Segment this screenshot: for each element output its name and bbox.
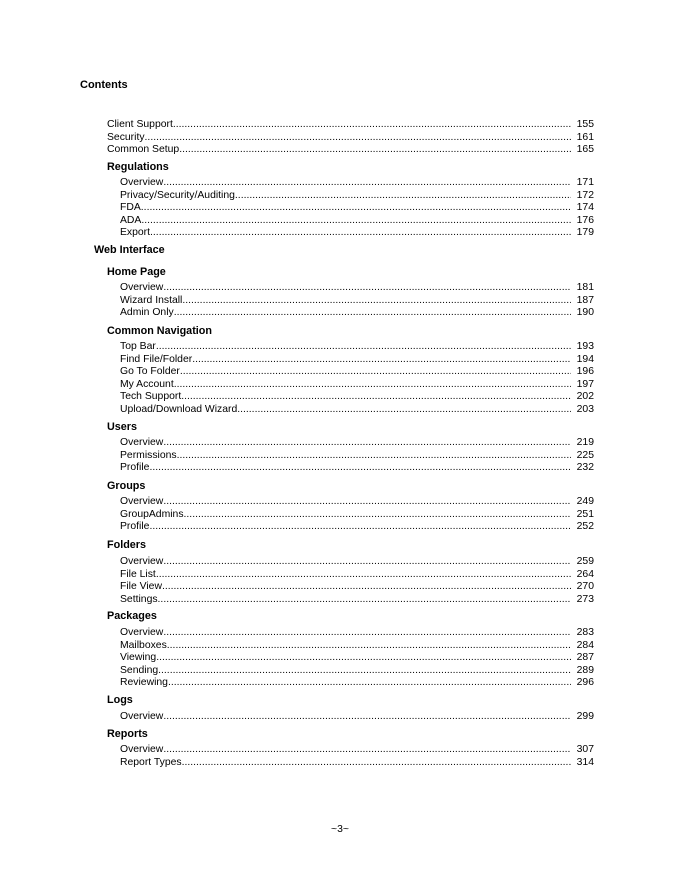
toc-entry[interactable]	[120, 744, 594, 757]
toc-entry[interactable]	[120, 556, 594, 569]
dot-leader	[173, 119, 571, 132]
toc-entry-page-number: 181	[576, 282, 594, 293]
toc-section-heading: Packages	[107, 610, 157, 622]
toc-entry[interactable]	[120, 462, 594, 475]
toc-entry[interactable]	[120, 652, 594, 665]
dot-leader	[163, 744, 570, 757]
toc-entry[interactable]	[120, 282, 594, 295]
toc-entry-page-number: 197	[576, 378, 594, 390]
toc-entry-page-number: 179	[576, 227, 594, 238]
toc-entry-label: Profile	[120, 462, 150, 473]
toc-entry-page-number: 283	[576, 627, 594, 638]
toc-entry-page-number: 165	[576, 144, 594, 155]
toc-entry[interactable]	[120, 177, 594, 190]
toc-entry-label: Report Types	[120, 756, 182, 768]
dot-leader	[163, 711, 570, 724]
dot-leader	[156, 652, 570, 665]
toc-entry-page-number: 203	[576, 403, 594, 415]
toc-entry[interactable]	[120, 366, 594, 379]
toc-entry-page-number: 273	[576, 593, 594, 605]
toc-section-heading: Common Navigation	[107, 325, 212, 337]
toc-entry-label: Client Support	[107, 119, 173, 130]
toc-entry[interactable]	[120, 569, 594, 582]
toc-entry-page-number: 187	[576, 294, 594, 306]
dot-leader	[235, 190, 571, 203]
toc-entry-page-number: 307	[576, 744, 594, 755]
toc-section-heading: Regulations	[107, 161, 169, 173]
toc-entry-label: File List	[120, 568, 156, 580]
toc-entry-page-number: 202	[576, 391, 594, 402]
toc-entry-page-number: 287	[576, 652, 594, 663]
toc-entry-page-number: 172	[576, 189, 594, 201]
toc-entry-page-number: 155	[576, 119, 594, 130]
toc-entry-label: Upload/Download Wizard	[120, 403, 238, 415]
dot-leader	[181, 391, 570, 404]
toc-entry[interactable]	[120, 295, 594, 308]
toc-entry[interactable]	[120, 354, 594, 367]
toc-entry-label: Settings	[120, 593, 158, 605]
toc-entry-page-number: 251	[576, 508, 594, 520]
toc-entry-page-number: 314	[576, 756, 594, 768]
dot-leader	[180, 366, 571, 379]
toc-entry[interactable]	[120, 404, 594, 417]
dot-leader	[174, 379, 571, 392]
toc-entry-page-number: 264	[576, 568, 594, 580]
toc-entry-page-number: 196	[576, 366, 594, 377]
toc-entry-label: Viewing	[120, 652, 157, 663]
dot-leader	[179, 144, 570, 157]
toc-entry[interactable]	[120, 190, 594, 203]
toc-entry-page-number: 174	[576, 202, 594, 213]
dot-leader	[184, 509, 571, 522]
toc-entry-page-number: 190	[576, 307, 594, 318]
toc-entry-page-number: 193	[576, 341, 594, 352]
toc-entry-label: Overview	[120, 711, 164, 722]
toc-entry-label: Reviewing	[120, 677, 168, 688]
dot-leader	[141, 202, 571, 215]
toc-entry-label: Privacy/Security/Auditing	[120, 189, 235, 201]
dot-leader	[163, 496, 570, 509]
toc-entry-page-number: 299	[576, 711, 594, 722]
toc-section-heading: Logs	[107, 694, 133, 706]
dot-leader	[141, 215, 570, 228]
dot-leader	[182, 295, 570, 308]
dot-leader	[149, 521, 570, 534]
toc-entry-page-number: 289	[576, 664, 594, 676]
toc-entry-label: Security	[107, 131, 145, 143]
toc-entry-label: Overview	[120, 177, 164, 188]
toc-entry-label: ADA	[120, 214, 142, 226]
toc-entry[interactable]	[107, 132, 594, 145]
dot-leader	[163, 282, 570, 295]
dot-leader	[158, 665, 571, 678]
dot-leader	[163, 556, 570, 569]
toc-entry-label: Overview	[120, 744, 164, 755]
dot-leader	[156, 569, 571, 582]
dot-leader	[150, 227, 571, 240]
toc-entry[interactable]	[120, 307, 594, 320]
toc-entry-page-number: 270	[576, 581, 594, 592]
toc-entry[interactable]	[120, 627, 594, 640]
dot-leader	[163, 437, 570, 450]
toc-entry[interactable]	[120, 202, 594, 215]
dot-leader	[177, 450, 571, 463]
toc-entry-label: Admin Only	[120, 307, 174, 318]
dot-leader	[182, 757, 571, 770]
toc-entry-label: Find File/Folder	[120, 353, 193, 365]
page-title: Contents	[80, 79, 128, 91]
toc-entry[interactable]	[120, 379, 594, 392]
toc-entry-label: Wizard Install	[120, 294, 183, 306]
toc-entry-page-number: 232	[576, 462, 594, 473]
toc-entry-label: Overview	[120, 556, 164, 567]
toc-entry-label: Sending	[120, 664, 159, 676]
toc-entry[interactable]	[120, 677, 594, 690]
dot-leader	[192, 354, 570, 367]
toc-entry-page-number: 259	[576, 556, 594, 567]
toc-entry[interactable]	[120, 215, 594, 228]
toc-entry-label: Overview	[120, 282, 164, 293]
dot-leader	[163, 177, 570, 190]
dot-leader	[168, 677, 571, 690]
toc-entry-page-number: 219	[576, 437, 594, 448]
toc-entry-page-number: 171	[576, 177, 594, 188]
dot-leader	[162, 581, 571, 594]
toc-entry-page-number: 194	[576, 353, 594, 365]
toc-entry[interactable]	[120, 509, 594, 522]
page-number: ~3~	[331, 824, 349, 835]
toc-entry[interactable]	[120, 391, 594, 404]
toc-entry-page-number: 161	[576, 131, 594, 143]
toc-entry-page-number: 176	[576, 214, 594, 226]
toc-entry-label: Overview	[120, 627, 164, 638]
toc-entry-label: GroupAdmins	[120, 508, 184, 520]
toc-section-heading: Home Page	[107, 266, 166, 278]
toc-entry[interactable]	[120, 450, 594, 463]
toc-entry[interactable]	[120, 665, 594, 678]
toc-entry-label: Mailboxes	[120, 639, 167, 651]
toc-entry-page-number: 296	[576, 677, 594, 688]
toc-entry-label: Tech Support	[120, 391, 182, 402]
toc-entry[interactable]	[120, 227, 594, 240]
toc-entry-label: Top Bar	[120, 341, 156, 352]
dot-leader	[158, 594, 571, 607]
toc-entry[interactable]	[120, 341, 594, 354]
toc-entry[interactable]	[120, 437, 594, 450]
toc-entry[interactable]	[120, 496, 594, 509]
dot-leader	[163, 627, 570, 640]
toc-entry-page-number: 284	[576, 639, 594, 651]
toc-entry-label: Go To Folder	[120, 366, 180, 377]
toc-entry-page-number: 225	[576, 449, 594, 461]
toc-section-heading: Folders	[107, 539, 146, 551]
toc-entry[interactable]	[107, 144, 594, 157]
toc-section-heading: Web Interface	[94, 244, 165, 256]
toc-entry[interactable]	[120, 521, 594, 534]
dot-leader	[174, 307, 571, 320]
toc-entry-label: Profile	[120, 521, 150, 532]
toc-entry-label: Overview	[120, 496, 164, 507]
toc-entry-label: Common Setup	[107, 144, 180, 155]
toc-entry-label: Export	[120, 227, 151, 238]
toc-entry[interactable]	[120, 594, 594, 607]
toc-entry-label: File View	[120, 581, 162, 592]
dot-leader	[156, 341, 571, 354]
toc-entry[interactable]	[120, 640, 594, 653]
toc-entry[interactable]	[120, 711, 594, 724]
toc-entry-label: Overview	[120, 437, 164, 448]
dot-leader	[167, 640, 571, 653]
toc-entry-label: FDA	[120, 202, 141, 213]
toc-entry[interactable]	[120, 581, 594, 594]
dot-leader	[237, 404, 570, 417]
toc-entry-page-number: 249	[576, 496, 594, 507]
toc-entry[interactable]	[120, 757, 594, 770]
dot-leader	[149, 462, 570, 475]
toc-section-heading: Users	[107, 421, 138, 433]
toc-entry-label: My Account	[120, 378, 174, 390]
toc-entry-label: Permissions	[120, 449, 177, 461]
toc-section-heading: Reports	[107, 728, 148, 740]
toc-entry-page-number: 252	[576, 521, 594, 532]
toc-section-heading: Groups	[107, 480, 146, 492]
dot-leader	[145, 132, 571, 145]
toc-entry[interactable]	[107, 119, 594, 132]
